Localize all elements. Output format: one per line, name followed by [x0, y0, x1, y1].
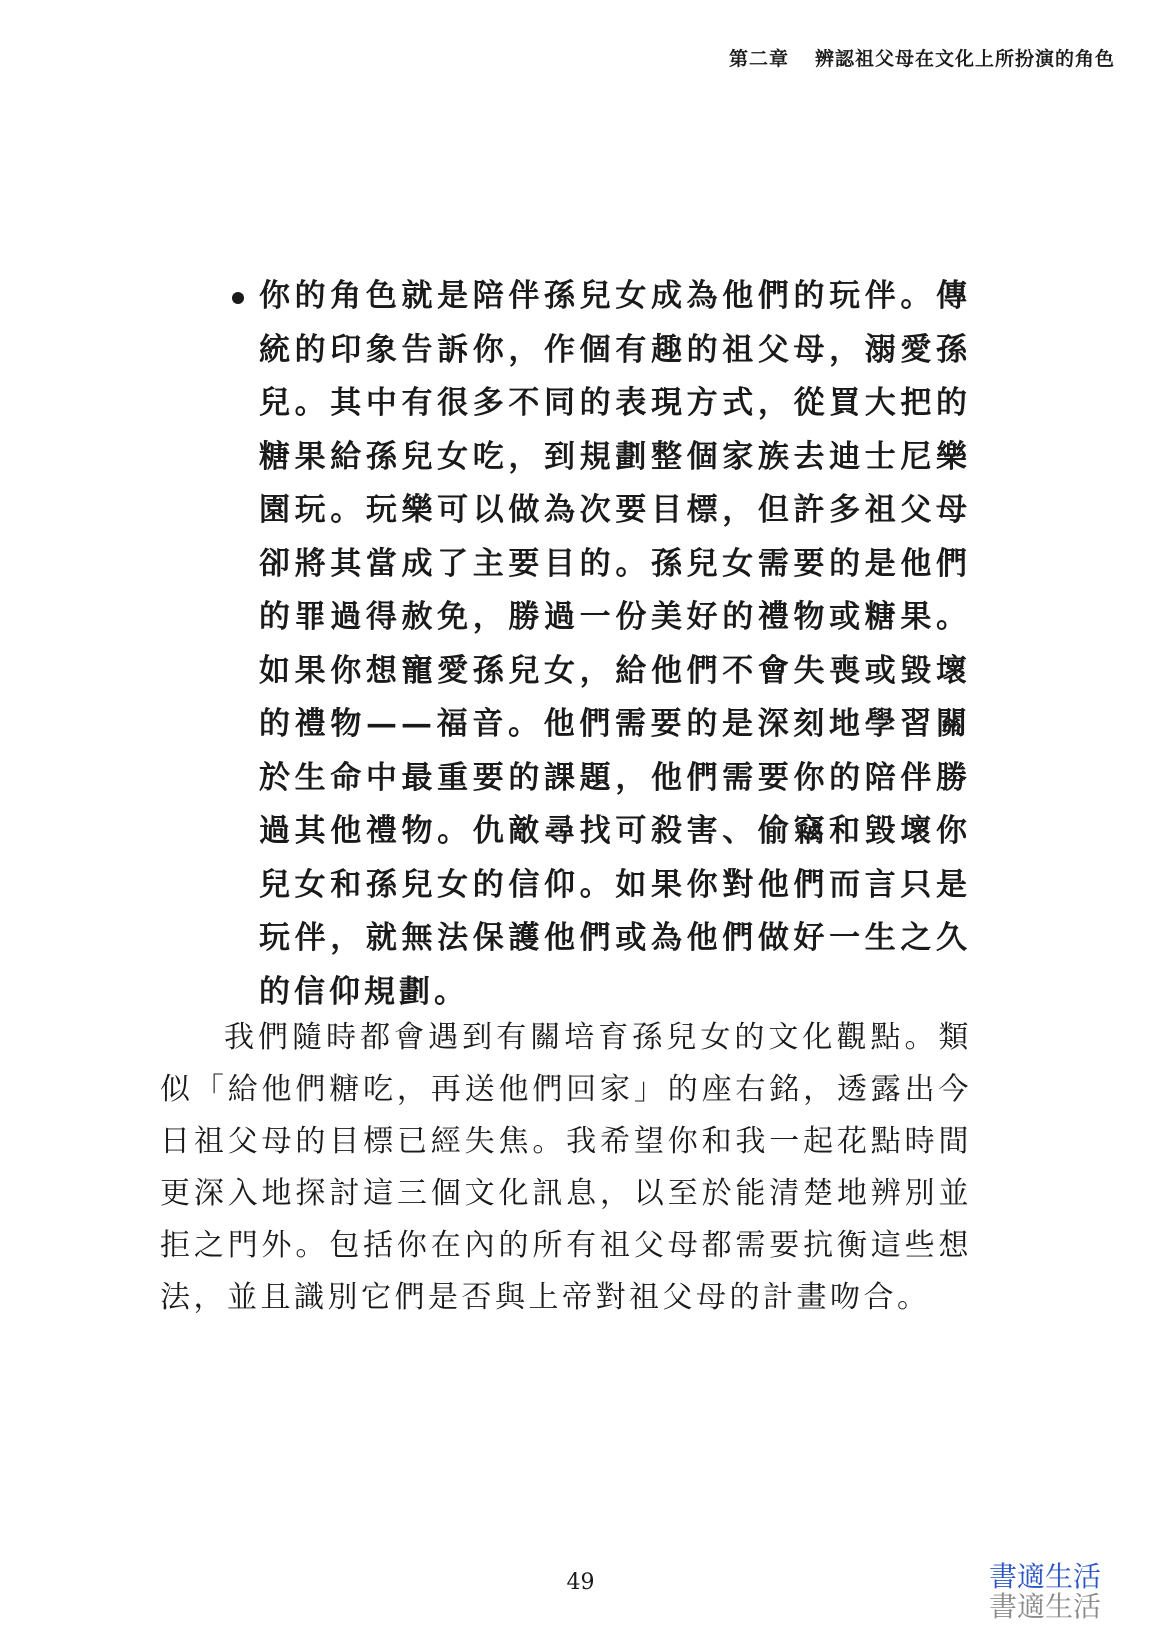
body-paragraph: 我們隨時都會遇到有關培育孫兒女的文化觀點。類似「給他們糖吃，再送他們回家」的座右銘，透露出今日祖父母的目標已經失焦。我希望你和我一起花點時間更深入地探討這三個文化訊息，以至於能清楚地辨別並拒之門外。包括你在內的所有祖父母都需要抗衡這些想法，並且識別它們是否與上帝對祖父母的計畫吻合。	[160, 1020, 972, 1315]
bullet-dot-icon	[232, 292, 244, 304]
watermark-line-2: 書適生活	[988, 1590, 1101, 1623]
bullet-text: 你的角色就是陪伴孫兒女成為他們的玩伴。傳統的印象告訴你，作個有趣的祖父母，溺愛孫兒。其中有很多不同的表現方式，從買大把的糖果給孫兒女吃，到規劃整個家族去迪士尼樂園玩。玩樂可以做為次要目標，但許多祖父母卻將其當成了主要目的。孫兒女需要的是他們的罪過得赦免，勝過一份美好的禮物或糖果。如果你想寵愛孫兒女，給他們不會失喪或毀壞的禮物——福音。他們需要的是深刻地學習關於生命中最重要的課題，他們需要你的陪伴勝過其他禮物。仇敵尋找可殺害、偷竊和毀壞你兒女和孫兒女的信仰。如果你對他們而言只是玩伴，就無法保護他們或為他們做好一生之久的信仰規劃。	[259, 278, 971, 1010]
chapter-title: 辨認祖父母在文化上所扮演的角色	[814, 48, 1115, 70]
running-header	[729, 44, 1115, 71]
chapter-number: 第二章	[728, 48, 789, 70]
watermark-line-1: 書適生活	[988, 1560, 1101, 1593]
page-number: 49	[566, 1570, 595, 1595]
publisher-watermark	[989, 1562, 1101, 1622]
